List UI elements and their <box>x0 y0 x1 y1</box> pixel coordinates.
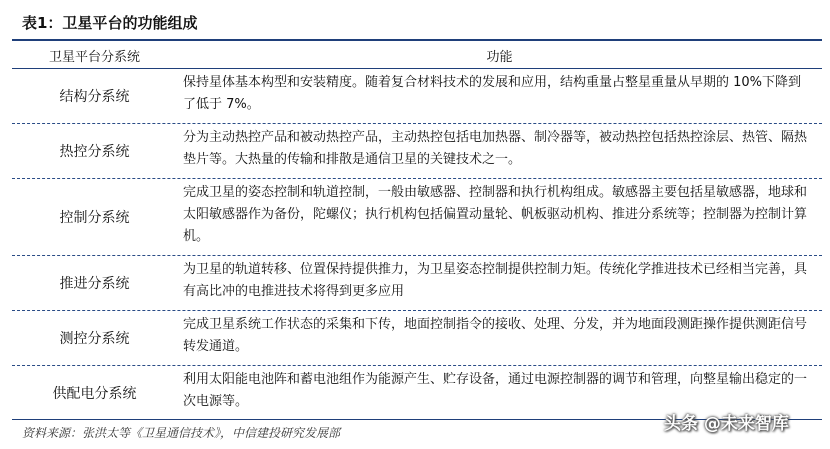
table-row <box>12 256 822 311</box>
table-header <box>12 42 822 68</box>
row-subsystem: 控制分系统 <box>59 210 130 226</box>
row-subsystem: 供配电分系统 <box>52 385 137 402</box>
row-subsystem: 热控分系统 <box>59 144 130 160</box>
row-function: 保持星体基本构型和安装精度。随着复合材料技术的发展和应用，结构重量占整星重量从早期的 10%下降到了低于 7%。 <box>183 75 802 112</box>
row-function: 完成卫星系统工作状态的采集和下传，地面控制指令的接收、处理、分发，并为地面段测距操作提供测距信号转发通道。 <box>183 317 808 354</box>
table-title: 表1：卫星平台的功能组成 <box>22 14 198 32</box>
row-subsystem: 推进分系统 <box>59 276 130 292</box>
table-row <box>12 311 822 366</box>
header-subsystem: 卫星平台分系统 <box>48 49 140 65</box>
header-function: 功能 <box>486 49 513 65</box>
row-function: 为卫星的轨道转移、位置保持提供推力，为卫星姿态控制提供控制力矩。传统化学推进技术已经相当完善，具有高比冲的电推进技术将得到更多应用 <box>183 262 808 299</box>
source-note: 资料来源：张洪太等《卫星通信技术》，中信建投研究发展部 <box>22 426 341 440</box>
top-rule <box>12 39 822 41</box>
row-function: 分为主动热控产品和被动热控产品，主动热控包括电加热器、制冷器等，被动热控包括热控涂层、热管、隔热垫片等。大热量的传输和排散是通信卫星的关键技术之一。 <box>183 130 808 167</box>
row-function: 利用太阳能电池阵和蓄电池组作为能源产生、贮存设备，通过电源控制器的调节和管理，向整星输出稳定的一次电源等。 <box>183 372 808 409</box>
table-row <box>12 179 822 256</box>
row-function: 完成卫星的姿态控制和轨道控制，一般由敏感器、控制器和执行机构组成。敏感器主要包括星敏感器，地球和太阳敏感器作为备份，陀螺仪；执行机构包括偏置动量轮、帆板驱动机构、推进分系统等；控制器为控制计算机。 <box>183 185 808 244</box>
table-row <box>12 69 822 124</box>
watermark: 头条 @未来智库 <box>664 414 789 434</box>
row-subsystem: 结构分系统 <box>59 89 130 105</box>
table-row <box>12 124 822 179</box>
row-subsystem: 测控分系统 <box>59 331 130 347</box>
